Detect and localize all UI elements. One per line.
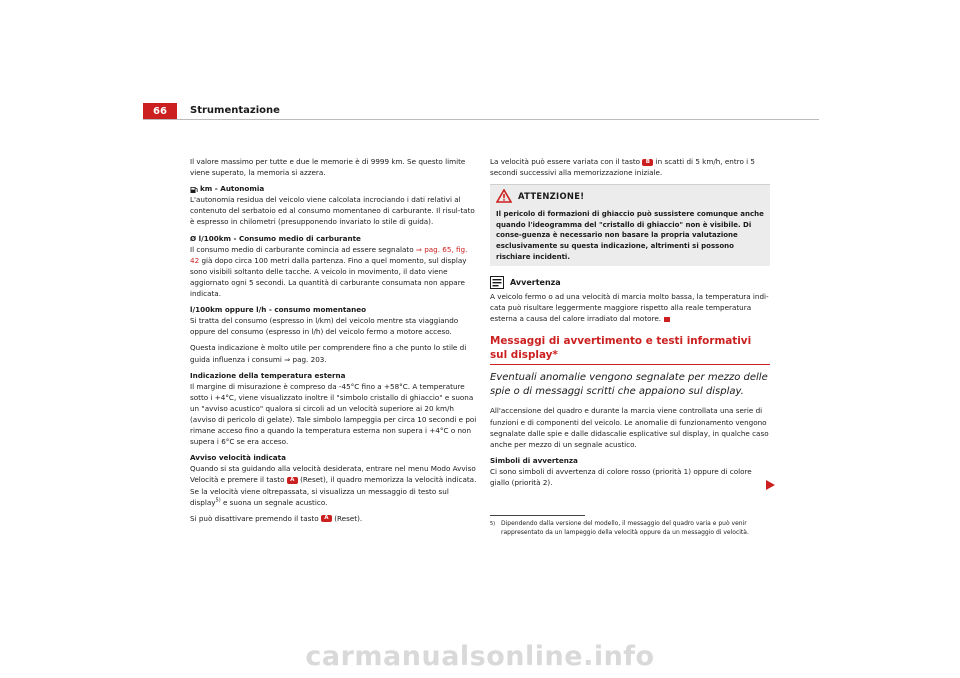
key-a-icon: A bbox=[287, 477, 298, 484]
fuel-gauge-icon bbox=[190, 186, 198, 193]
speed-warning-text: Quando si sta guidando alla velocità desiderata, entrare nel menu Modo Avviso Velocità e premere il tasto A (Reset), il quadro memorizza la velocità indicata. Se la velocità viene oltrepassata, si visualizza un messaggio di testo sul display$^{5)}$ e suona un segnale acustico. bbox=[190, 464, 477, 507]
note-header bbox=[490, 276, 770, 289]
autonomy-heading-label: km - Autonomia bbox=[200, 184, 265, 194]
watermark: carmanualsonline.info bbox=[305, 641, 655, 672]
avg-consumption-text: Il consumo medio di carburante comincia ad essere segnalato ⇒ pag. 65, fig. 42 già dopo circa 100 metri dalla partenza. Fino a quel momento, sul display sono visibili soltanto delle tacche. A veicolo in movimento, il dato viene aggiornato ogni 5 secondi. La quantità di carburante consumata non appare indicata. bbox=[190, 244, 468, 299]
deactivate-text: Si può disattivare premendo il tasto A (Reset). bbox=[190, 513, 363, 523]
autonomy-heading bbox=[190, 183, 477, 194]
warning-title: ATTENZIONE! bbox=[518, 190, 585, 201]
warning-symbols-heading: Simboli di avvertenza bbox=[490, 455, 578, 465]
note-icon bbox=[490, 276, 504, 289]
outside-temp-text: Il margine di misurazione è compreso da -45°C fino a +58°C. A temperature sotto i +4°C, viene visualizzato inoltre il "simbolo cristallo di ghiaccio" e suona un "avviso acustico" qualora si circoli ad un velocità superiore ai 20 km/h (avviso di pericolo di gelate). Tale simbolo lampeggia per circa 10 secondi e poi rimane acceso fino a quando la temperatura esterna non supera i +4°C o non supera i 6°C se era acceso. bbox=[190, 381, 477, 447]
section-intro: Eventuali anomalie vengono segnalate per mezzo delle spie o di messaggi scritti che appaiono sul display. bbox=[490, 372, 768, 398]
instant-consumption-heading: l/100km oppure l/h - consumo momentaneo bbox=[190, 305, 367, 315]
page-number: 66 bbox=[143, 103, 177, 119]
footnote-mark: 5) bbox=[490, 521, 496, 527]
warning-symbols-text: Ci sono simboli di avvertenza di colore rosso (priorità 1) oppure di colore giallo (priorità 2). bbox=[490, 466, 752, 487]
left-column bbox=[190, 156, 477, 529]
header-rule bbox=[143, 119, 819, 120]
note-title: Avvertenza bbox=[510, 278, 561, 288]
speed-warning-heading: Avviso velocità indicata bbox=[190, 453, 286, 463]
autonomy-text: L'autonomia residua del veicolo viene calcolata incrociando i dati relativi al contenuto del serbatoio ed al consumo momentaneo di carburante. Il risul-tato è espresso in chilometri (presupponendo invariato lo stile di guida). bbox=[190, 195, 475, 227]
note-text: A veicolo fermo o ad una velocità di marcia molto bassa, la temperatura indi-cata può risultare leggermente maggiore rispetto alla reale temperatura esterna a causa del calore irradiato dal motore. bbox=[490, 292, 769, 324]
memory-limit-text: Il valore massimo per tutte e due le memorie è di 9999 km. Se questo limite viene superato, la memoria si azzera. bbox=[190, 157, 466, 178]
driving-style-text: Questa indicazione è molto utile per comprendere fino a che punto lo stile di guida influenza i consumi ⇒ pag. 203. bbox=[190, 343, 467, 364]
key-a-icon: A bbox=[321, 515, 332, 522]
page-header-title: Strumentazione bbox=[190, 105, 280, 116]
page-reference-link[interactable]: ⇒ pag. 65, fig. 42 bbox=[190, 244, 468, 265]
warning-header bbox=[496, 189, 764, 203]
footnote-text: Dipendendo dalla versione del modello, il messaggio del quadro varia e può venir rappresentato da un lampeggio della velocità oppure da un messaggio di velocità. bbox=[501, 520, 749, 536]
section-end-mark bbox=[664, 317, 670, 322]
section-text: All'accensione del quadro e durante la marcia viene controllata una serie di funzioni e di componenti del veicolo. Le anomalie di funzionamento vengono segnalate dalle spie e dalle didascalie esplicative sul display, in qualche caso anche per mezzo di un segnale acustico. bbox=[490, 406, 769, 449]
section-rule bbox=[490, 364, 770, 365]
next-page-arrow-icon[interactable] bbox=[766, 480, 775, 490]
instant-consumption-text: Si tratta del consumo (espresso in l/km) del veicolo mentre sta viaggiando oppure del consumo (espresso in l/h) del veicolo fermo a motore acceso. bbox=[190, 316, 459, 337]
warning-box bbox=[490, 184, 770, 266]
key-b-icon: B bbox=[642, 159, 653, 166]
avg-consumption-heading: Ø l/100km - Consumo medio di carburante bbox=[190, 233, 361, 243]
outside-temp-heading: Indicazione della temperatura esterna bbox=[190, 370, 346, 380]
footnote-ref: 5) bbox=[215, 497, 221, 504]
speed-step-text: La velocità può essere variata con il tasto B in scatti di 5 km/h, entro i 5 secondi successivi alla memorizzazione iniziale. bbox=[490, 157, 756, 178]
footnote bbox=[490, 520, 768, 537]
section-title: Messaggi di avvertimento e testi informativi sul display* bbox=[490, 335, 752, 362]
warning-text: Il pericolo di formazioni di ghiaccio può sussistere comunque anche quando l'ideogramma del "cristallo di ghiaccio" non è visibile. Di conse-guenza è necessario non basare la propria valutazione esclusivamente su questa indicazione, altrimenti si possono rischiare incidenti. bbox=[496, 210, 764, 261]
right-column bbox=[490, 156, 770, 493]
footnote-rule bbox=[490, 515, 585, 516]
warning-triangle-icon bbox=[496, 189, 512, 203]
